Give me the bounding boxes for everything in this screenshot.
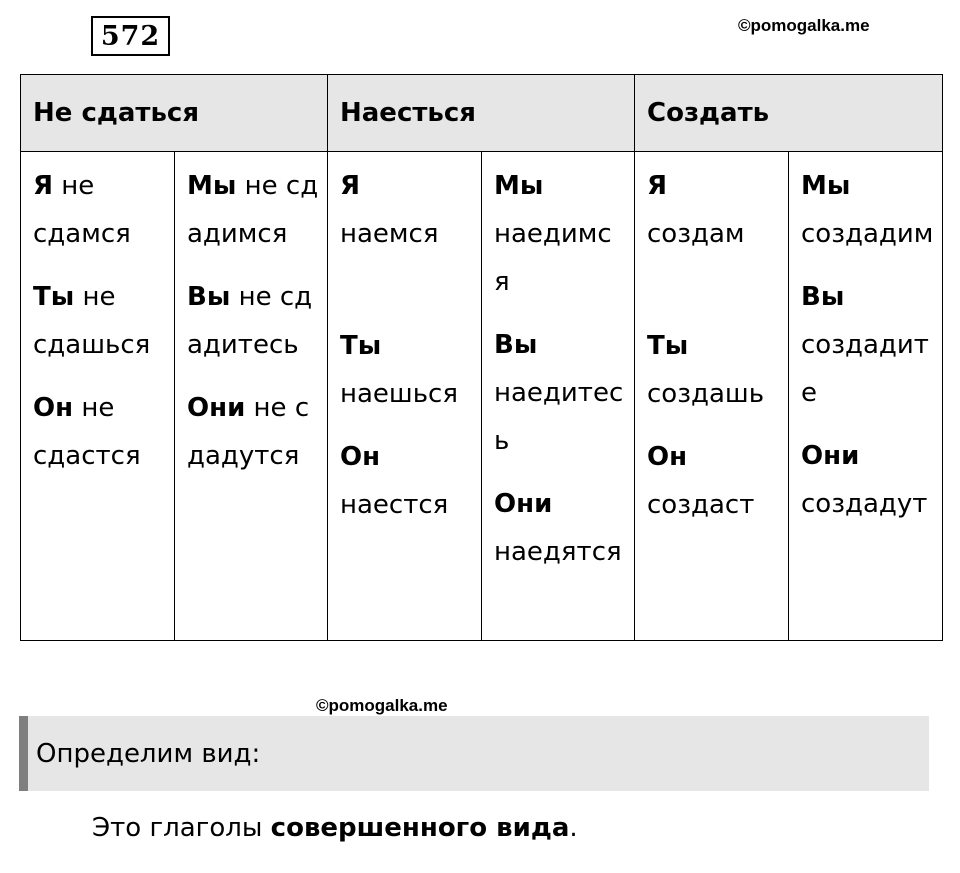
verb-form: не сдадутся [187,393,310,471]
verb-form: создадим [801,219,934,249]
verb-form: не сдастся [33,393,141,471]
verb-form: создашь [647,379,765,409]
watermark-top: ©pomogalka.me [738,16,870,35]
conjugation-table [20,74,943,641]
header-sozdat: Создать [635,75,943,152]
pronoun-on: Он [33,393,74,423]
table-header-row [21,75,943,152]
pronoun-oni: Они [187,393,246,423]
section-banner [19,716,929,791]
banner-text: Определим вид: [36,738,261,769]
cell-naestsya-plural [482,152,635,641]
header-naestsya: Наесться [328,75,635,152]
pronoun-ya: Я [33,171,54,201]
pronoun-ya: Я [647,171,668,201]
conclusion-text [92,813,578,843]
pronoun-my: Мы [494,171,544,201]
pronoun-vy: Вы [494,330,538,360]
verb-form: наемся [340,219,439,249]
verb-form: наедятся [494,537,622,567]
verb-form: создаст [647,490,755,520]
verb-form: создадут [801,489,928,519]
cell-ne-sdatsya-singular [21,152,175,641]
cell-sozdat-plural [789,152,943,641]
table-row [21,152,943,641]
watermark-mid: ©pomogalka.me [316,696,448,715]
pronoun-my: Мы [187,171,237,201]
verb-form: наедимся [494,219,612,297]
verb-form: не сдамся [33,171,131,249]
pronoun-my: Мы [801,171,851,201]
header-ne-sdatsya: Не сдаться [21,75,328,152]
pronoun-oni: Они [494,489,553,519]
cell-ne-sdatsya-plural [175,152,328,641]
cell-sozdat-singular [635,152,789,641]
pronoun-vy: Вы [187,282,231,312]
verb-form: наестся [340,490,449,520]
verb-form: создам [647,219,745,249]
pronoun-on: Он [647,442,688,472]
pronoun-ya: Я [340,171,361,201]
verb-form: не сдашься [33,282,151,360]
verb-form: наешься [340,379,458,409]
verb-form: не сдадитесь [187,282,313,360]
pronoun-vy: Вы [801,282,845,312]
cell-naestsya-singular [328,152,482,641]
pronoun-ty: Ты [33,282,75,312]
conclusion-prefix: Это глаголы [92,813,271,843]
pronoun-on: Он [340,442,381,472]
conclusion-suffix: . [569,813,578,843]
task-number: 572 [91,16,170,56]
pronoun-ty: Ты [647,331,689,361]
conclusion-emphasis: совершенного вида [270,813,570,843]
verb-form: не сдадимся [187,171,319,249]
verb-form: наедитесь [494,378,624,456]
pronoun-ty: Ты [340,331,382,361]
verb-form: создадите [801,330,929,408]
pronoun-oni: Они [801,441,860,471]
